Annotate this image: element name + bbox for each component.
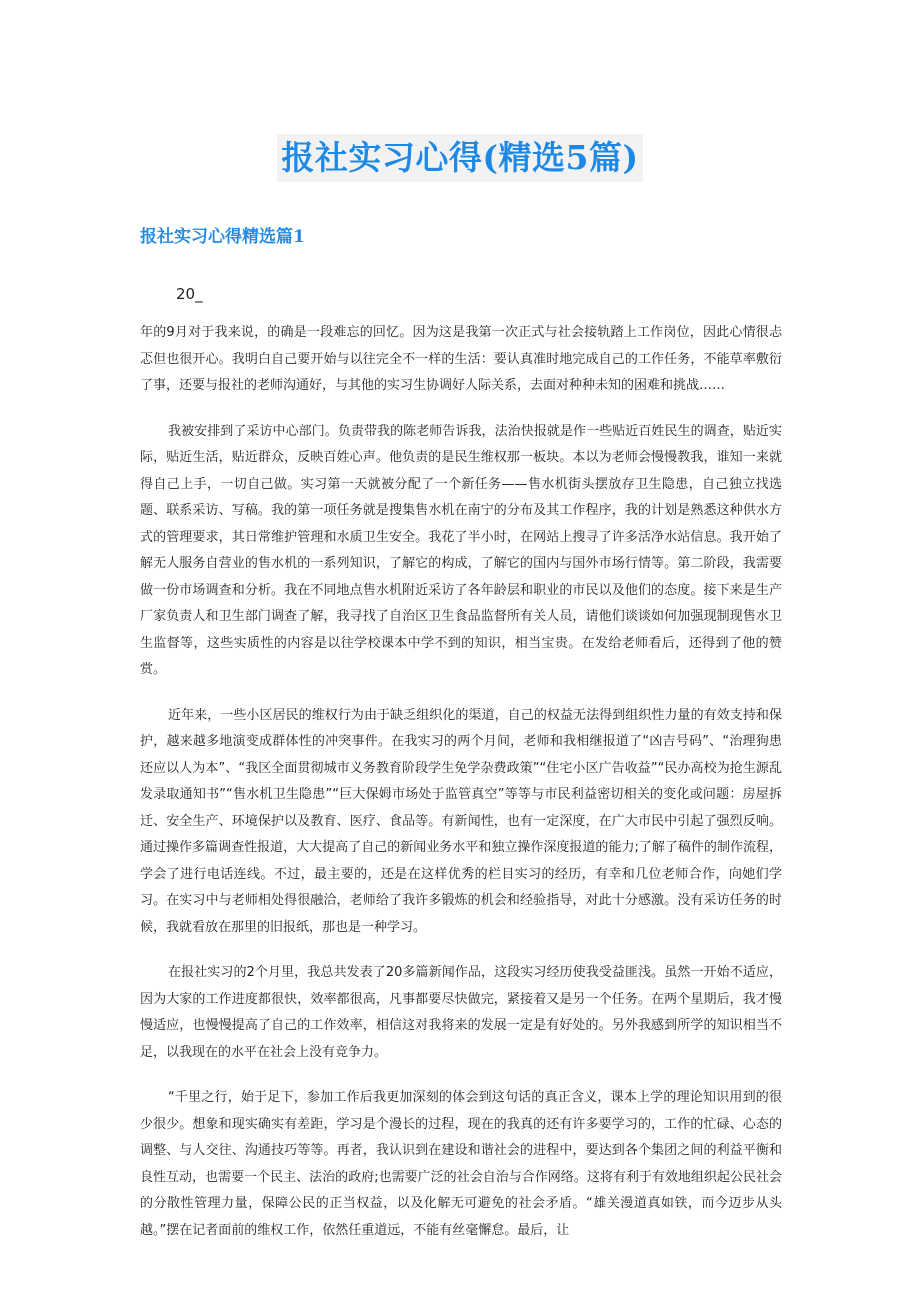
paragraph: 我被安排到了采访中心部门。负责带我的陈老师告诉我，法治快报就是作一些贴近百姓民生的调查，贴近实际，贴近生活，贴近群众，反映百姓心声。他负责的是民生维权那一板块。本以为老师会慢慢教我，谁知一来就得自己上手，一切自己做。实习第一天就被分配了一个新任务——售水机街头摆放存卫生隐患，自己独立找选题、联系采访、写稿。我的第一项任务就是搜集售水机在南宁的分布及其工作程序，我的计划是熟悉这种供水方式的管理要求，其日常维护管理和水质卫生安全。我花了半小时，在网站上搜寻了许多活净水站信息。我开始了解无人服务自营业的售水机的一系列知识，了解它的构成，了解它的国内与国外市场行情等。第二阶段，我需要做一份市场调查和分析。我在不同地点售水机附近采访了各年龄层和职业的市民以及他们的态度。接下来是生产厂家负责人和卫生部门调查了解，我寻找了自治区卫生食品监督所有关人员，请他们谈谈如何加强现制现售水卫生监督等，这些实质性的内容是以往学校课本中学不到的知识，相当宝贵。在发给老师看后，还得到了他的赞赏。: [140, 423, 782, 677]
paragraph: “千里之行，始于足下，参加工作后我更加深刻的体会到这句话的真正含义，课本上学的理论知识用到的很少很少。想象和现实确实有差距，学习是个漫长的过程，现在的我真的还有许多要学习的，工作的忙碌、心态的调整、与人交往、沟通技巧等等。再者，我认识到在建设和谐社会的进程中，要达到各个集团之间的利益平衡和良性互动，也需要一个民主、法治的政府;也需要广泛的社会自治与合作网络。这将有利于有效地组织起公民社会的分散性管理力量，保障公民的正当权益，以及化解无可避免的社会矛盾。“雄关漫道真如铁，而今迈步从头越。”摆在记者面前的维权工作，依然任重道远，不能有丝毫懈怠。最后，让: [140, 1090, 782, 1238]
body-text: [140, 320, 782, 1263]
paragraph: 在报社实习的2个月里，我总共发表了20多篇新闻作品，这段实习经历使我受益匪浅。虽然一开始不适应，因为大家的工作进度都很快，效率都很高，凡事都要尽快做完，紧接着又是另一个任务。在两个星期后，我才慢慢适应，也慢慢提高了自己的工作效率，相信这对我将来的发展一定是有好处的。另外我感到所学的知识相当不足，以我现在的水平在社会上没有竞争力。: [140, 965, 782, 1060]
paragraph: 年的9月对于我来说，的确是一段难忘的回忆。因为这是我第一次正式与社会接轨踏上工作岗位，因此心情很忐忑但也很开心。我明白自己要开始与以往完全不一样的生活：要认真准时地完成自己的工作任务，不能草率敷衍了事，还要与报社的老师沟通好，与其他的实习生协调好人际关系，去面对种种未知的困难和挑战……: [140, 325, 782, 393]
section-heading: 报社实习心得精选篇1: [140, 227, 305, 247]
document-title-text: 报社实习心得(精选5篇): [277, 134, 642, 182]
document-title: [0, 134, 920, 182]
paragraph: 近年来，一些小区居民的维权行为由于缺乏组织化的渠道，自己的权益无法得到组织性力量的有效支持和保护，越来越多地演变成群体性的冲突事件。在我实习的两个月间，老师和我相继报道了“凶吉号码”、“治理狗患还应以人为本”、“我区全面贯彻城市义务教育阶段学生免学杂费政策”“住宅小区广告收益”“民办高校为抢生源乱发录取通知书”“售水机卫生隐患”“巨大保姆市场处于监管真空”等等与市民利益密切相关的变化或问题：房屋拆迁、安全生产、环境保护以及教育、医疗、食品等。有新闻性，也有一定深度，在广大市民中引起了强烈反响。通过操作多篇调查性报道，大大提高了自己的新闻业务水平和独立操作深度报道的能力;了解了稿件的制作流程，学会了进行电话连线。不过，最主要的，还是在这样优秀的栏目实习的经历，有幸和几位老师合作，向她们学习。在实习中与老师相处得很融洽，老师给了我许多锻炼的机会和经验指导，对此十分感激。没有采访任务的时候，我就看放在那里的旧报纸，那也是一种学习。: [140, 707, 782, 935]
year-line: 20_: [176, 285, 203, 303]
